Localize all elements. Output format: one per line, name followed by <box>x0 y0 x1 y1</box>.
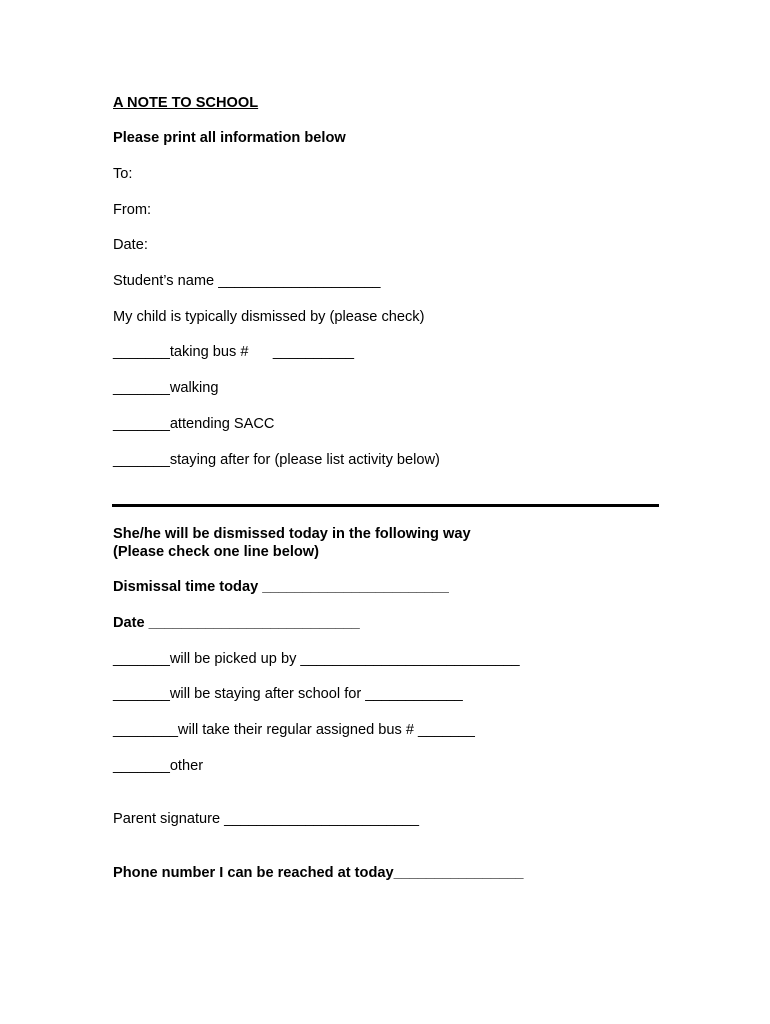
option-walking: _______walking <box>113 380 219 396</box>
from-label: From: <box>113 202 152 218</box>
dismissal-time-field: Dismissal time today _______________________ <box>113 579 449 595</box>
to-label: To: <box>113 166 133 182</box>
parent-signature-field: Parent signature ________________________ <box>113 811 419 827</box>
section-divider <box>112 504 659 507</box>
instruction-text: Please print all information below <box>113 130 346 146</box>
option-other: _______other <box>113 758 204 774</box>
student-name-field: Student’s name ____________________ <box>113 273 381 289</box>
option-taking-bus: _______taking bus # __________ <box>113 344 355 360</box>
option-regular-bus: ________will take their regular assigned bus # _______ <box>113 722 475 738</box>
date-label: Date: <box>113 237 148 253</box>
today-heading-line-2: (Please check one line below) <box>113 544 320 560</box>
today-heading-line-1: She/he will be dismissed today in the following way <box>113 526 471 542</box>
phone-number-field: Phone number I can be reached at today________________ <box>113 865 524 881</box>
typical-dismissal-intro: My child is typically dismissed by (please check) <box>113 309 425 325</box>
option-attending-sacc: _______attending SACC <box>113 416 275 432</box>
option-picked-up: _______will be picked up by ___________________________ <box>113 651 520 667</box>
date-field: Date __________________________ <box>113 615 360 631</box>
option-staying-after-school: _______will be staying after school for ____________ <box>113 686 463 702</box>
option-staying-after: _______staying after for (please list activity below) <box>113 452 440 468</box>
document-title: A NOTE TO SCHOOL <box>113 95 259 111</box>
